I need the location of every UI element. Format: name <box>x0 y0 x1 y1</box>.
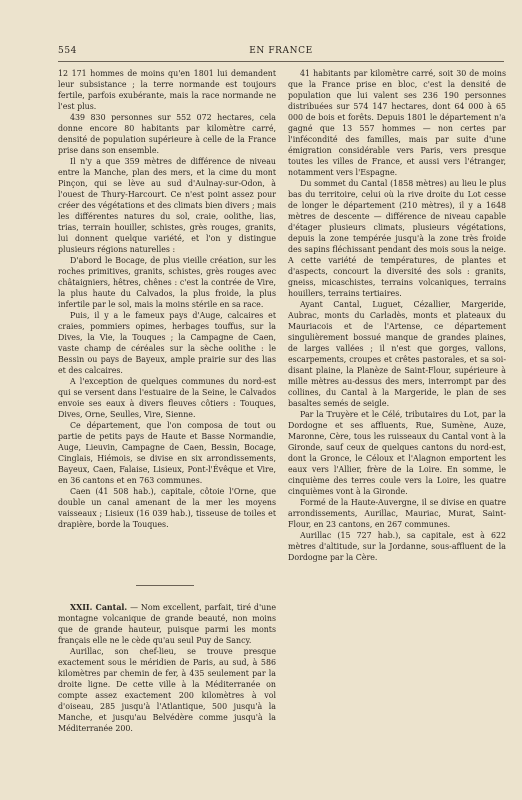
paragraph: Puis, il y a le fameux pays d'Auge, calcaires et craies, pommiers opimes, herbages touffus, sur la Dives, la Vie, la Touques ; la Campagne de Caen, vaste champ de céréales sur la sèche oolithe : le Bessin ou pays de Bayeux, ample prairie sur des lias et des calcaires. <box>58 311 276 375</box>
left-column-section <box>58 602 276 734</box>
paragraph: Il n'y a que 359 mètres de différence de niveau entre la Manche, plan des mers, et la cime du mont Pinçon, qui se lève au sud d'Aulnay-sur-Odon, à l'ouest de Thury-Harcourt. Ce n'est point assez pour créer des végétations et des climats bien divers ; mais les différentes natures du sol, craie, oolithe, lias, trias, terrain houiller, schistes, grès rouges, granits, lui donnent quelque variété, et l'on y distingue plusieurs régions naturelles : <box>58 157 276 254</box>
section-heading-text: — Nom excellent, parfait, tiré d'une montagne volcanique de grande beauté, non moins que de grande hauteur, puisque parmi les monts français elle ne le cède qu'au seul Puy de Sancy. <box>58 603 276 645</box>
left-column <box>58 68 276 530</box>
paragraph: Caen (41 508 hab.), capitale, côtoie l'Orne, que double un canal amenant de la mer les moyens vaisseaux ; Lisieux (16 039 hab.), tisseuse de toiles et drapière, borde la Touques. <box>58 487 276 529</box>
paragraph: Ce département, que l'on composa de tout ou partie de petits pays de Haute et Basse Normandie, Auge, Lieuvin, Campagne de Caen, Bessin, Bocage, Cinglais, Hiémois, se divise en six arrondissements, Bayeux, Caen, Falaise, Lisieux, Pont-l'Évêque et Vire, en 36 cantons et en 763 communes. <box>58 421 276 485</box>
paragraph: Ayant Cantal, Luguet, Cézallier, Margeride, Aubrac, monts du Carladès, monts et plateaux du Mauriacois et de l'Artense, ce département singulièrement bossué manque de grandes plaines, de larges vallées ; il n'est que gorges, vallons, escarpements, croupes et crêtes pastorales, et sa soi-disant plaine, la Planèze de Saint-Flour, supérieure à mille mètres au-dessus des mers, interrompt par des collines, du Cantal à la Margeride, le plan de ses basaltes semés de seigle. <box>288 300 506 408</box>
paragraph: A l'exception de quelques communes du nord-est qui se versent dans l'estuaire de la Seine, le Calvados envoie ses eaux à divers fleuves côtiers : Touques, Dives, Orne, Seulles, Vire, Sienne. <box>58 377 276 419</box>
section-heading: XXII. Cantal. <box>70 603 128 612</box>
paragraph: 12 171 hommes de moins qu'en 1801 lui demandent leur subsistance ; la terre normande est toujours fertile, parfois exubérante, mais la race normande ne l'est plus. <box>58 69 276 111</box>
right-column <box>288 68 506 563</box>
running-title: EN FRANCE <box>249 46 313 56</box>
paragraph: Du sommet du Cantal (1858 mètres) au lieu le plus bas du territoire, celui où la rive droite du Lot cesse de longer le département (210 mètres), il y a 1648 mètres de descente — différence de niveau capable d'étager plusieurs climats, plusieurs végétations, depuis la zone tempérée jusqu'à la zone très froide des sapins fléchissant pendant des mois sous la neige. A cette variété de températures, de plantes et d'aspects, concourt la diversité des sols : granits, gneiss, micaschistes, terrains volcaniques, terrains houillers, terrains tertiaires. <box>288 179 506 298</box>
section-separator <box>136 585 194 586</box>
paragraph: Aurillac (15 727 hab.), sa capitale, est à 622 mètres d'altitude, sur la Jordanne, sous-affluent de la Dordogne par la Cère. <box>288 531 506 562</box>
header-rule <box>58 61 504 62</box>
paragraph: Par la Truyère et le Célé, tributaires du Lot, par la Dordogne et ses affluents, Rue, Sumène, Auze, Maronne, Cère, tous les ruisseaux du Cantal vont à la Gironde, sauf ceux de quelques cantons du nord-est, dont la Gronce, le Céloux et l'Alagnon emportent les eaux vers l'Allier, frère de la Loire. En somme, le cinquième des terres coule vers la Loire, les quatre cinquièmes vont à la Gironde. <box>288 410 506 496</box>
paragraph: D'abord le Bocage, de plus vieille création, sur les roches primitives, granits, schistes, grès rouges avec châtaigniers, hêtres, chênes : c'est la contrée de Vire, la plus haute du Calvados, la plus froide, la plus infertile par le sol, mais la moins stérile en sa race. <box>58 256 276 309</box>
section-paragraph <box>58 602 276 646</box>
page-number: 554 <box>58 46 77 56</box>
paragraph: 41 habitants par kilomètre carré, soit 30 de moins que la France prise en bloc, c'est la densité de population que lui valent ses 236 190 personnes distribuées sur 574 147 hectares, dont 64 000 à 65 000 de bois et forêts. Depuis 1801 le département n'a gagné que 13 557 hommes — non certes par l'infécondité des familles, mais par suite d'une émigration considérable vers Paris, vers presque toutes les villes de France, et aussi vers l'étranger, notamment vers l'Espagne. <box>288 69 506 177</box>
paragraph: Aurillac, son chef-lieu, se trouve presque exactement sous le méridien de Paris, au sud, à 586 kilomètres par chemin de fer, à 435 seulement par la droite ligne. De cette ville à la Méditerranée on compte assez exactement 200 kilomètres à vol d'oiseau, 285 jusqu'à l'Atlantique, 500 jusqu'à la Manche, et jusqu'au Belvédère comme jusqu'à la Méditerranée 200. <box>58 647 276 733</box>
paragraph: 439 830 personnes sur 552 072 hectares, cela donne encore 80 habitants par kilomètre carré, densité de population supérieure à celle de la France prise dans son ensemble. <box>58 113 276 155</box>
page-header <box>58 46 504 60</box>
paragraph: Formé de la Haute-Auvergne, il se divise en quatre arrondissements, Aurillac, Mauriac, Murat, Saint-Flour, en 23 cantons, en 267 communes. <box>288 498 506 529</box>
